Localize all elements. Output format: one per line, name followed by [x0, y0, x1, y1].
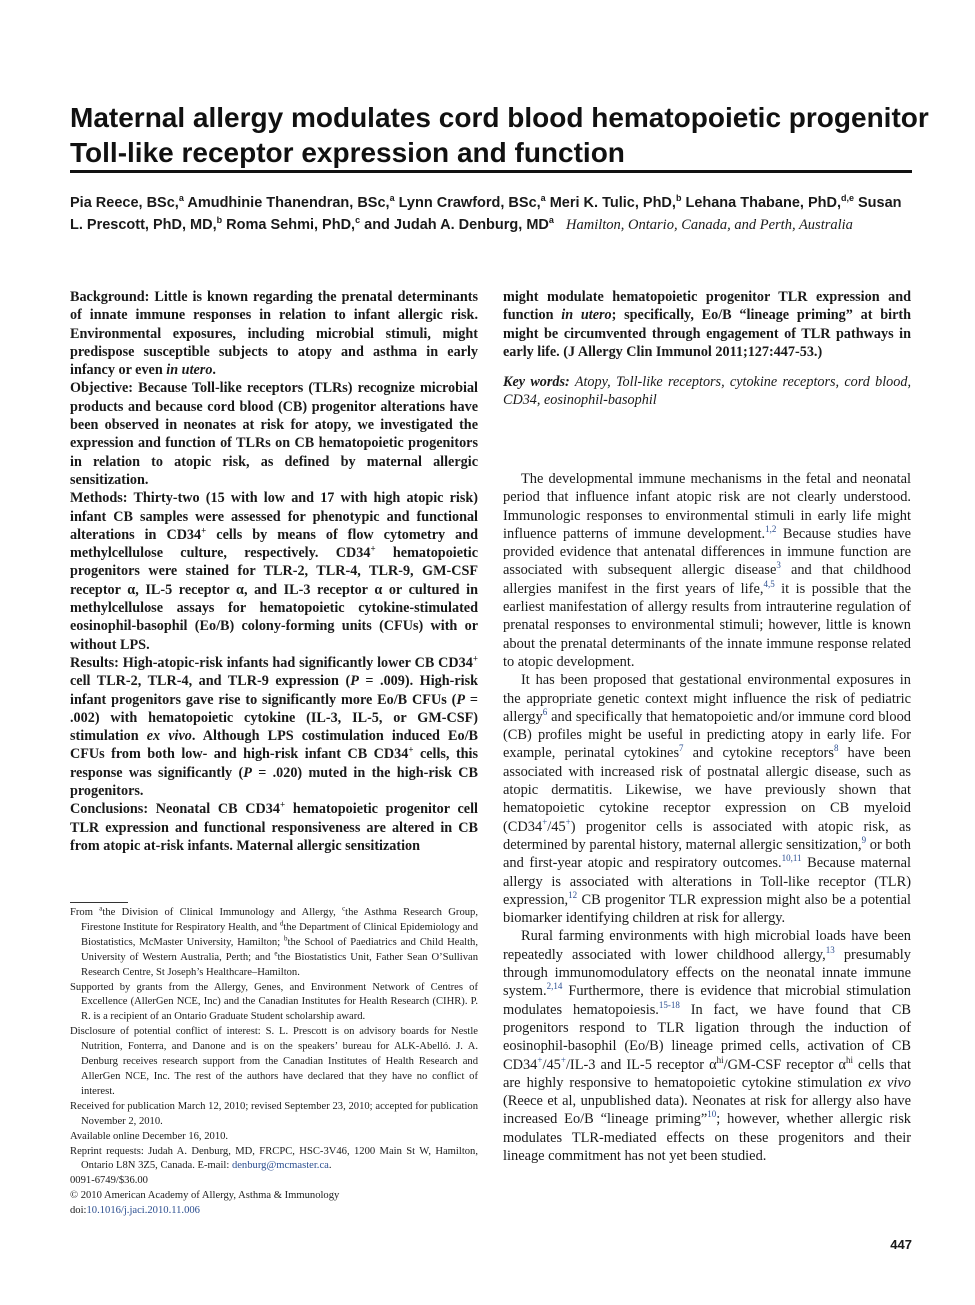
abstract-methods: Methods: Thirty-two (15 with low and 17 with high atopic risk) infant CB samples were assessed for phenotypic and functional alterations in CD34+ cells by means of flow cytometry and methylcellulose culture, respectively. CD34+ hematopoietic progenitors were stained for TLR-2, TLR-4, TLR-9, GM-CSF receptor α, IL-5 receptor α, and IL-3 receptor α or cultured in methylcellulose assays for hematopoietic cytokine-stimulated eosinophil-basophil (Eo/B) colony-forming units (CFUs) with or without LPS. — [70, 490, 478, 653]
affiliation-mark: c — [355, 215, 361, 226]
footnotes — [70, 906, 478, 1219]
footnote-disclosure: Disclosure of potential conflict of interest: S. L. Prescott is on advisory boards for Nestle Nutrition, Fonterra, and Danone and is on the speakers’ bureau for ALK-Abelló. J. A. Denburg receives research support from the Canadian Institutes of Health Research and AllerGen NCE, Inc. The rest of the authors have declared that they have no conflict of interest. — [70, 1026, 478, 1097]
citation-link[interactable]: 6 — [542, 707, 548, 718]
author: Amudhinie Thanendran, BSc, — [187, 195, 390, 211]
affiliation-mark: a — [178, 193, 184, 204]
label-methods: Methods: — [70, 490, 128, 507]
footnote-affiliations: From $^a$the Division of Clinical Immunology and Allergy, $^c$the Asthma Research Group, Firestone Institute for Respiratory Health, and $^d$the Department of Clinical Epidemiology and Biostatistics, McMaster University, Hamilton; $^b$the School of Paediatrics and Child Health, University of Western Australia, Perth; and $^e$the Biostatistics Unit, Father Sean O’Sullivan Research Centre, St Joseph’s Healthcare–Hamilton. — [70, 904, 479, 978]
label-conclusions: Conclusions: — [70, 801, 149, 818]
author: Pia Reece, BSc, — [70, 195, 179, 211]
email-link[interactable]: denburg@mcmaster.ca — [231, 1160, 329, 1172]
keywords-label: Key words: — [503, 374, 570, 390]
abstract-left-column — [70, 288, 478, 855]
abstract-background: Background: Little is known regarding the prenatal determinants of innate immune responses in relation to infant allergic risk. Environmental exposures, including microbial stimuli, might predispose susceptible subjects to atopy and asthma in early infancy or even in utero. — [70, 289, 479, 379]
citation-link[interactable]: 10,11 — [781, 853, 802, 864]
abstract-objective: Objective: Because Toll-like receptors (TLRs) recognize microbial products and because cord blood (CB) progenitor alterations have been observed in neonates at risk for atopy, we investigated the expression and function of TLRs on CB hematopoietic progenitors in relation to atopic risk, as defined by maternal allergic sensitization. — [70, 380, 478, 488]
footnote-rule — [70, 902, 128, 903]
affiliation-mark: a — [540, 193, 546, 204]
abstract-continuation: might modulate hematopoietic progenitor TLR expression and function in utero; specifically, Eo/B “lineage priming” at birth might be circumvented through engagement of TLR pathways in early life. (J Allergy Clin Immunol 2011;127:447-53.) — [503, 289, 911, 360]
body-paragraph: The developmental immune mechanisms in the fetal and neonatal period that influence infant atopic risk are not clearly understood. Immunologic responses to environmental stimuli in early life might influence patterns of immune development.$^{1,2}$ Because studies have provided evidence that antenatal differences in immune function are associated with subsequent allergic disease$^3$ and that childhood allergies manifest in the first years of life,$^{4,5}$ it is possible that the earliest manifestation of allergy results from intrauterine regulation of prenatal responses to environmental stimuli; however, little is known about the prenatal determinants of the innate immune response related to atopic development. — [503, 471, 911, 670]
article-title: Maternal allergy modulates cord blood hematopoietic progenitor Toll-like receptor expression and function — [70, 102, 929, 168]
author: Meri K. Tulic, PhD, — [549, 195, 676, 211]
affiliation-mark: d,e — [840, 193, 854, 204]
author: Lehana Thabane, PhD, — [685, 195, 841, 211]
citation-link[interactable]: 9 — [861, 835, 867, 846]
label-objective: Objective: — [70, 380, 134, 397]
citation-link[interactable]: 4,5 — [763, 578, 775, 589]
citation-link[interactable]: 12 — [568, 890, 578, 901]
keywords — [503, 373, 911, 410]
author-list — [70, 192, 915, 236]
citation-link[interactable]: 10 — [707, 1109, 717, 1120]
label-background: Background: — [70, 289, 150, 305]
footnote-available: Available online December 16, 2010. — [70, 1130, 229, 1142]
footnote-reprint: Reprint requests: Judah A. Denburg, MD, FRCPC, HSC-3V46, 1200 Main St W, Hamilton, Ontario L8N 3Z5, Canada. E-mail: denburg@mcmaster.ca. — [70, 1145, 478, 1172]
author: Susan L. Prescott, PhD, MD, — [70, 195, 902, 233]
affiliation-mark: a — [389, 193, 395, 204]
affiliation-mark: b — [216, 215, 223, 226]
author: Roma Sehmi, PhD, — [226, 217, 356, 233]
doi-link[interactable]: 10.1016/j.jaci.2010.11.006 — [86, 1205, 200, 1217]
body-paragraph: It has been proposed that gestational environmental exposures in the appropriate genetic context might influence the risk of pediatric allergy$^6$ and specifically that hematopoietic and/or immune cord blood (CB) profiles might be useful in predicting atopy in early life. For example, perinatal cytokines$^7$ and cytokine receptors$^8$ have been associated with increased risk of postnatal allergic disease, such as atopic dermatitis. Likewise, we have previously shown that hematopoietic cytokine receptor expression on CB myeloid (CD34+/45+) progenitor cells is associated with atopic risk, as determined by parental history, maternal allergic sensitization,$^9$ or both and first-year atopic and respiratory outcomes.$^{10,11}$ Because maternal allergy is associated with alterations in Toll-like receptor (TLR) expression,$^{12}$ CB progenitor TLR expression might also be a potential biomarker identifying children at risk for allergy. — [503, 672, 911, 927]
affiliation-mark: b — [675, 193, 682, 204]
body-text — [503, 470, 911, 1165]
footnote-issn: 0091-6749/$36.00 — [70, 1175, 148, 1187]
abstract-results: Results: High-atopic-risk infants had significantly lower CB CD34+ cell TLR-2, TLR-4, and TLR-9 expression (P = .009). High-risk infant progenitors gave rise to significantly more Eo/B CFUs (P = .002) with hematopoietic cytokine (IL-3, IL-5, or GM-CSF) stimulation ex vivo. Although LPS costimulation induced Eo/B CFUs from both low- and high-risk infant CB CD34+ cells, this response was significantly (P = .020) muted in the high-risk CB progenitors. — [70, 653, 479, 800]
citation-link[interactable]: 3 — [776, 560, 781, 571]
citation-link[interactable]: 8 — [833, 743, 839, 754]
body-paragraph: Rural farming environments with high microbial loads have been repeatedly associated with lower childhood allergy,$^{13}$ presumably through immunomodulatory effects on the neonatal innate immune system.$^{2,14}$ Furthermore, there is evidence that microbial stimulation modulates hematopoiesis.$^{15-18}$ In fact, we have found that CB progenitors respond to TLR ligation through the induction of eosinophil-basophil (Eo/B) lineage primed cells, activation of CB CD34+/45+/IL-3 and IL-5 receptor $\alpha^{hi}/GM$-CSF receptor $\alpha^{hi}$ cells that are highly responsive to hematopoietic cytokine stimulation ex vivo (Reece et al, unpublished data). Neonates at risk for allergy also have increased Eo/B “lineage priming”$^{10}$; however, whether allergic risk modulates TLR-mediated effects on these progenitors and their lineage commitment has not yet been studied. — [503, 928, 912, 1164]
citation-link[interactable]: 13 — [825, 944, 835, 955]
footnote-received: Received for publication March 12, 2010; revised September 23, 2010; accepted for publication November 2, 2010. — [70, 1100, 478, 1127]
title-rule — [70, 170, 912, 173]
abstract-conclusions: Conclusions: Neonatal CB CD34+ hematopoietic progenitor cell TLR expression and functional responsiveness are altered in CB from atopic at-risk infants. Maternal allergic sensitization — [70, 799, 478, 854]
author: and Judah A. Denburg, MD — [364, 217, 549, 233]
page-number: 447 — [890, 1237, 912, 1252]
keywords-text: Atopy, Toll-like receptors, cytokine receptors, cord blood, CD34, eosinophil-basophil — [503, 374, 911, 409]
citation-link[interactable]: 2,14 — [546, 981, 563, 992]
author-location: Hamilton, Ontario, Canada, and Perth, Australia — [566, 217, 853, 233]
footnote-copyright: © 2010 American Academy of Allergy, Asthma & Immunology — [70, 1190, 340, 1202]
citation-link[interactable]: 15-18 — [658, 999, 680, 1010]
citation-link[interactable]: 1,2 — [765, 524, 777, 535]
footnote-support: Supported by grants from the Allergy, Genes, and Environment Network of Centres of Excellence (AllerGen NCE, Inc) and the Canadian Institutes for Health Research (CIHR). P. R. is a recipient of an Ontario Graduate Student scholarship award. — [70, 981, 478, 1023]
citation-link[interactable]: 7 — [679, 743, 684, 754]
footnote-doi: doi:10.1016/j.jaci.2010.11.006 — [70, 1205, 200, 1217]
author: Lynn Crawford, BSc, — [398, 195, 541, 211]
label-results: Results: — [70, 654, 119, 671]
affiliation-mark: a — [548, 215, 554, 226]
